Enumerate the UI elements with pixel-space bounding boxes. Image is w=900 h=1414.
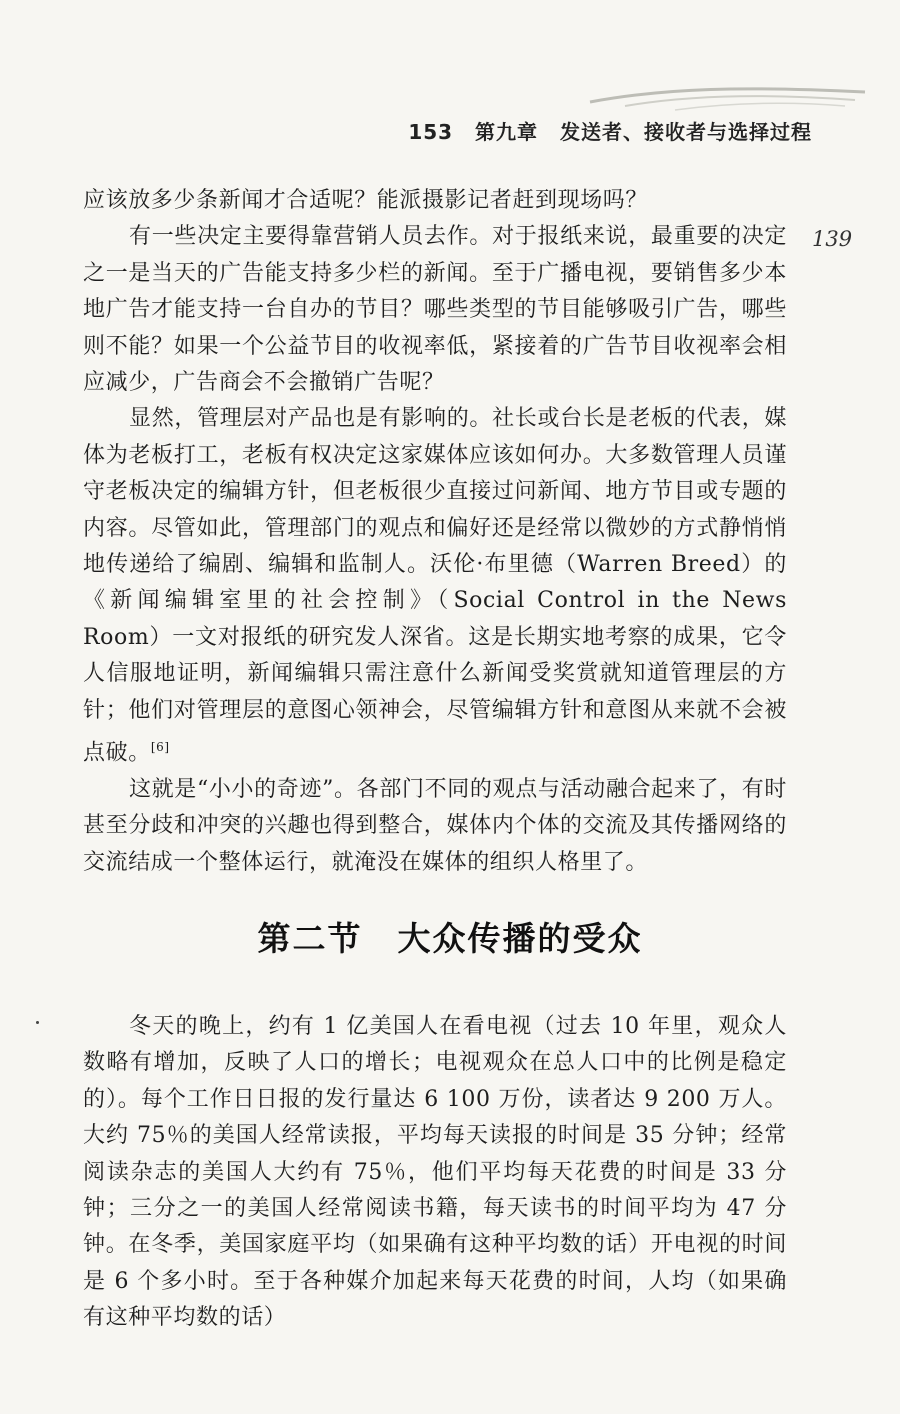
header-title: 发送者、接收者与选择过程 xyxy=(560,120,812,144)
footnote-ref[interactable]: [6] xyxy=(150,740,170,755)
body-text-bottom xyxy=(83,1009,787,1337)
header-ornament xyxy=(585,80,870,120)
paragraph-management-text: 显然，管理层对产品也是有影响的。社长或台长是老板的代表，媒体为老板打工，老板有权决定这家媒体应该如何办。大多数管理人员谨守老板决定的编辑方针，但老板很少直接过问新闻、地方节目或专题的内容。尽管如此，管理部门的观点和偏好还是经常以微妙的方式静悄悄地传递给了编剧、编辑和监制人。沃伦·布里德（Warren Breed）的《新闻编辑室里的社会控制》（Social Control in the News Room）一文对报纸的研究发人深省。这是长期实地考察的成果，它令人信服地证明，新闻编辑只需注意什么新闻受奖赏就知道管理层的方针；他们对管理层的意图心领神会，尽管编辑方针和意图从来就不会被点破。 xyxy=(83,406,787,766)
paragraph-management xyxy=(83,401,787,771)
paragraph-marketing: 有一些决定主要得靠营销人员去作。对于报纸来说，最重要的决定之一是当天的广告能支持多少栏的新闻。至于广播电视，要销售多少本地广告才能支持一台自办的节目？哪些类型的节目能够吸引广告，哪些则不能？如果一个公益节目的收视率低，紧接着的广告节目收视率会相应减少，广告商会不会撤销广告呢？ xyxy=(83,224,787,396)
paragraph-continued: 应该放多少条新闻才合适呢？能派摄影记者赶到现场吗？ xyxy=(83,188,649,213)
body-text-top xyxy=(83,183,787,881)
scan-speck xyxy=(36,1021,39,1024)
paragraph-audience: 冬天的晚上，约有 1 亿美国人在看电视（过去 10 年里，观众人数略有增加，反映了人口的增长；电视观众在总人口中的比例是稳定的）。每个工作日日报的发行量达 6 100 万份，读者达 9 200 万人。大约 75％的美国人经常读报，平均每天读报的时间是 35 分钟；经常阅读杂志的美国人大约有 75％，他们平均每天花费的时间是 33 分钟；三分之一的美国人经常阅读书籍，每天读书的时间平均为 47 分钟。在冬季，美国家庭平均（如果确有这种平均数的话）开电视的时间是 6 个多小时。至于各种媒介加起来每天花费的时间，人均（如果确有这种平均数的话） xyxy=(83,1014,787,1331)
margin-page-number: 139 xyxy=(812,227,853,251)
running-header xyxy=(408,116,812,145)
section-heading: 第二节 大众传播的受众 xyxy=(257,919,643,958)
header-page-number: 153 xyxy=(408,120,454,144)
header-chapter: 第九章 xyxy=(475,120,539,144)
paragraph-miracle: 这就是“小小的奇迹”。各部门不同的观点与活动融合起来了，有时甚至分歧和冲突的兴趣也得到整合，媒体内个体的交流及其传播网络的交流结成一个整体运行，就淹没在媒体的组织人格里了。 xyxy=(83,776,787,875)
